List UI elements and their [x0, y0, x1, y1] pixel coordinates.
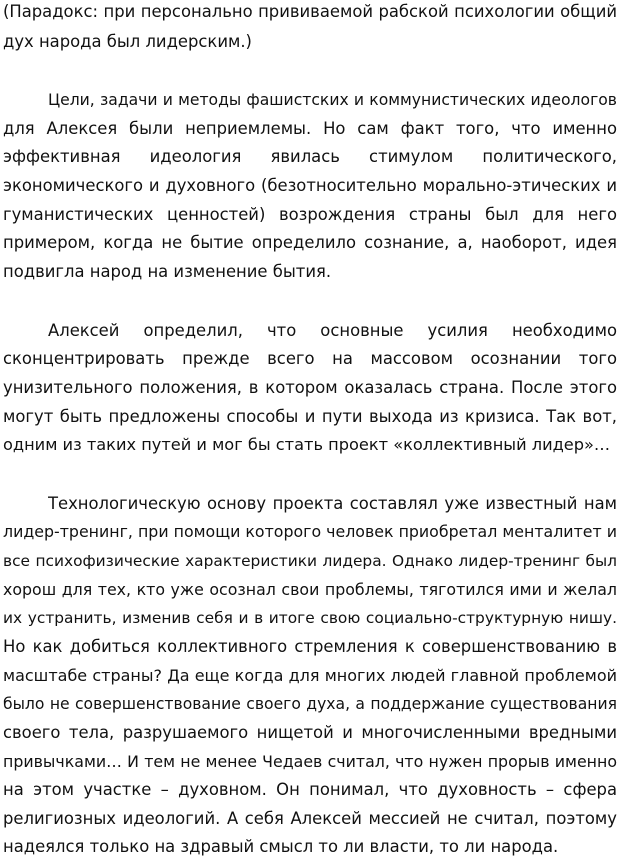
text-line: на этом участке – духовном. Он понимал, что духовность – сфера	[3, 780, 617, 799]
text-line: все психофизические характеристики лидера. Однако лидер-тренинг был	[3, 552, 617, 570]
text-line: Технологическую основу проекта составлял уже известный нам	[48, 494, 617, 513]
text-line: могут быть предложены способы и пути выхода из кризиса. Так вот,	[3, 407, 617, 426]
text-line: гуманистических ценностей) возрождения страны был для него	[3, 205, 617, 224]
text-line: привычками… И тем не менее Чедаев считал, что нужен прорыв именно	[3, 752, 617, 771]
text-line: сконцентрировать прежде всего на массовом осознании того	[3, 349, 617, 368]
text-line: было не совершенствование своего духа, а поддержание существования	[3, 695, 617, 713]
text-line: Но как добиться коллективного стремления к совершенствованию в	[3, 637, 617, 656]
text-line: экономического и духовного (безотносительно морально-этических и	[3, 176, 617, 195]
text-line: лидер-тренинг, при помощи которого человек приобретал менталитет и	[3, 522, 617, 541]
text-line: унизительного положения, в котором оказалась страна. После этого	[3, 378, 617, 397]
text-line: подвигла народ на изменение бытия.	[3, 262, 332, 281]
text-line: дух народа был лидерским.)	[3, 32, 252, 51]
text-line: для Алексея были неприемлемы. Но сам факт того, что именно	[3, 119, 617, 138]
text-line: примером, когда не бытие определило сознание, а, наоборот, идея	[3, 233, 617, 252]
text-line: (Парадокс: при персонально прививаемой рабской психологии общий	[3, 2, 617, 21]
text-line: религиозных идеологий. А себя Алексей мессией не считал, поэтому	[3, 809, 617, 828]
text-line: масштабе страны? Да еще когда для многих людей главной проблемой	[3, 666, 617, 685]
text-line: одним из таких путей и мог бы стать проект «коллективный лидер»…	[3, 435, 611, 454]
text-line: Цели, задачи и методы фашистских и коммунистических идеологов	[48, 91, 617, 109]
text-line: своего тела, разрушаемого нищетой и многочисленными вредными	[3, 723, 617, 742]
text-line: их устранить, изменив себя и в итоге свою социально-структурную нишу.	[3, 609, 617, 627]
text-line: хорош для тех, кто уже осознал свои проблемы, тяготился ими и желал	[3, 580, 617, 599]
text-line: Алексей определил, что основные усилия необходимо	[48, 321, 617, 340]
text-line: надеялся только на здравый смысл то ли власти, то ли народа.	[3, 837, 559, 856]
text-line: эффективная идеология явилась стимулом политического,	[3, 147, 617, 166]
